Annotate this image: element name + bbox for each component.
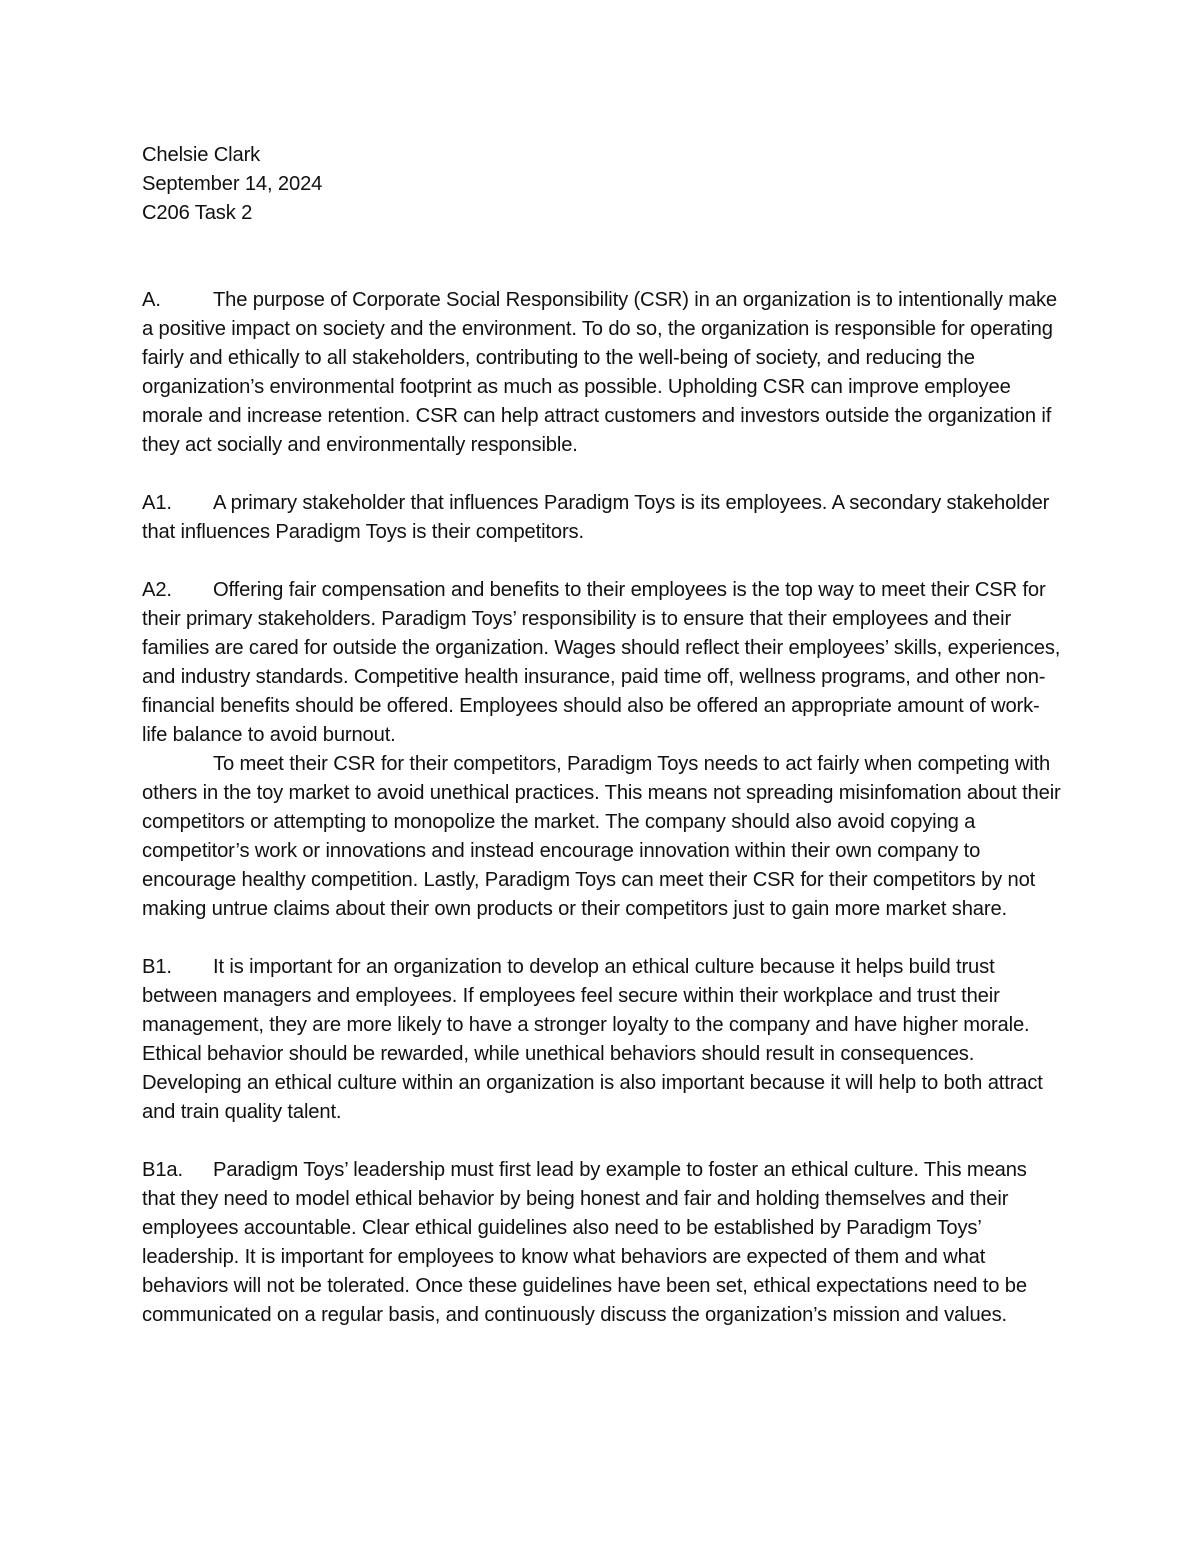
section-paragraph [142, 489, 1064, 547]
section-label: B1. [142, 956, 172, 978]
paragraph-text: Paradigm Toys’ leadership must first lead by example to foster an ethical culture. This means that they need to model ethical behavior by being honest and fair and holding themselves and their employees accountable. Clear ethical guidelines also need to be established by Paradigm Toys’ leadership. It is important for employees to know what behaviors are expected of them and what behaviors will not be tolerated. Once these guidelines have been set, ethical expectations need to be communicated on a regular basis, and continuously discuss the organization’s mission and values. [142, 1159, 1027, 1326]
paragraph-text: It is important for an organization to develop an ethical culture because it helps build trust between managers and employees. If employees feel secure within their workplace and trust their management, they are more likely to have a stronger loyalty to the company and have higher morale. Ethical behavior should be rewarded, while unethical behaviors should result in consequences. Developing an ethical culture within an organization is also important because it will help to both attract and train quality talent. [142, 956, 1043, 1123]
section-a [142, 286, 1064, 460]
section-b1 [142, 953, 1064, 1127]
paragraph-text: The purpose of Corporate Social Responsibility (CSR) in an organization is to intentionally make a positive impact on society and the environment. To do so, the organization is responsible for operating fairly and ethically to all stakeholders, contributing to the well-being of society, and reducing the organization’s environmental footprint as much as possible. Upholding CSR can improve employee morale and increase retention. CSR can help attract customers and investors outside the organization if they act socially and environmentally responsible. [142, 289, 1058, 456]
section-a1 [142, 489, 1064, 547]
paragraph-text: Offering fair compensation and benefits to their employees is the top way to meet their CSR for their primary stakeholders. Paradigm Toys’ responsibility is to ensure that their employees and their families are cared for outside the organization. Wages should reflect their employees’ skills, experiences, and industry standards. Competitive health insurance, paid time off, wellness programs, and other non-financial benefits should be offered. Employees should also be offered an appropriate amount of work-life balance to avoid burnout. [142, 579, 1061, 746]
document-header [142, 141, 1064, 228]
section-label: B1a. [142, 1159, 183, 1181]
document-date: September 14, 2024 [142, 173, 323, 195]
section-paragraph [142, 576, 1064, 750]
author-name: Chelsie Clark [142, 144, 261, 166]
section-paragraph [142, 286, 1064, 460]
paragraph-text: A primary stakeholder that influences Paradigm Toys is its employees. A secondary stakeholder that influences Paradigm Toys is their competitors. [142, 492, 1050, 543]
section-label: A. [142, 289, 161, 311]
document-body [142, 141, 1064, 1359]
section-paragraph: To meet their CSR for their competitors, Paradigm Toys needs to act fairly when competing with others in the toy market to avoid unethical practices. This means not spreading misinfomation about their competitors or attempting to monopolize the market. The company should also avoid copying a competitor’s work or innovations and instead encourage innovation within their own company to encourage healthy competition. Lastly, Paradigm Toys can meet their CSR for their competitors by not making untrue claims about their own products or their competitors just to gain more market share. [142, 753, 1061, 920]
section-a2 [142, 576, 1064, 924]
section-paragraph [142, 953, 1064, 1127]
course-task: C206 Task 2 [142, 202, 253, 224]
section-label: A2. [142, 579, 172, 601]
section-paragraph [142, 1156, 1064, 1330]
section-label: A1. [142, 492, 172, 514]
section-b1a [142, 1156, 1064, 1330]
